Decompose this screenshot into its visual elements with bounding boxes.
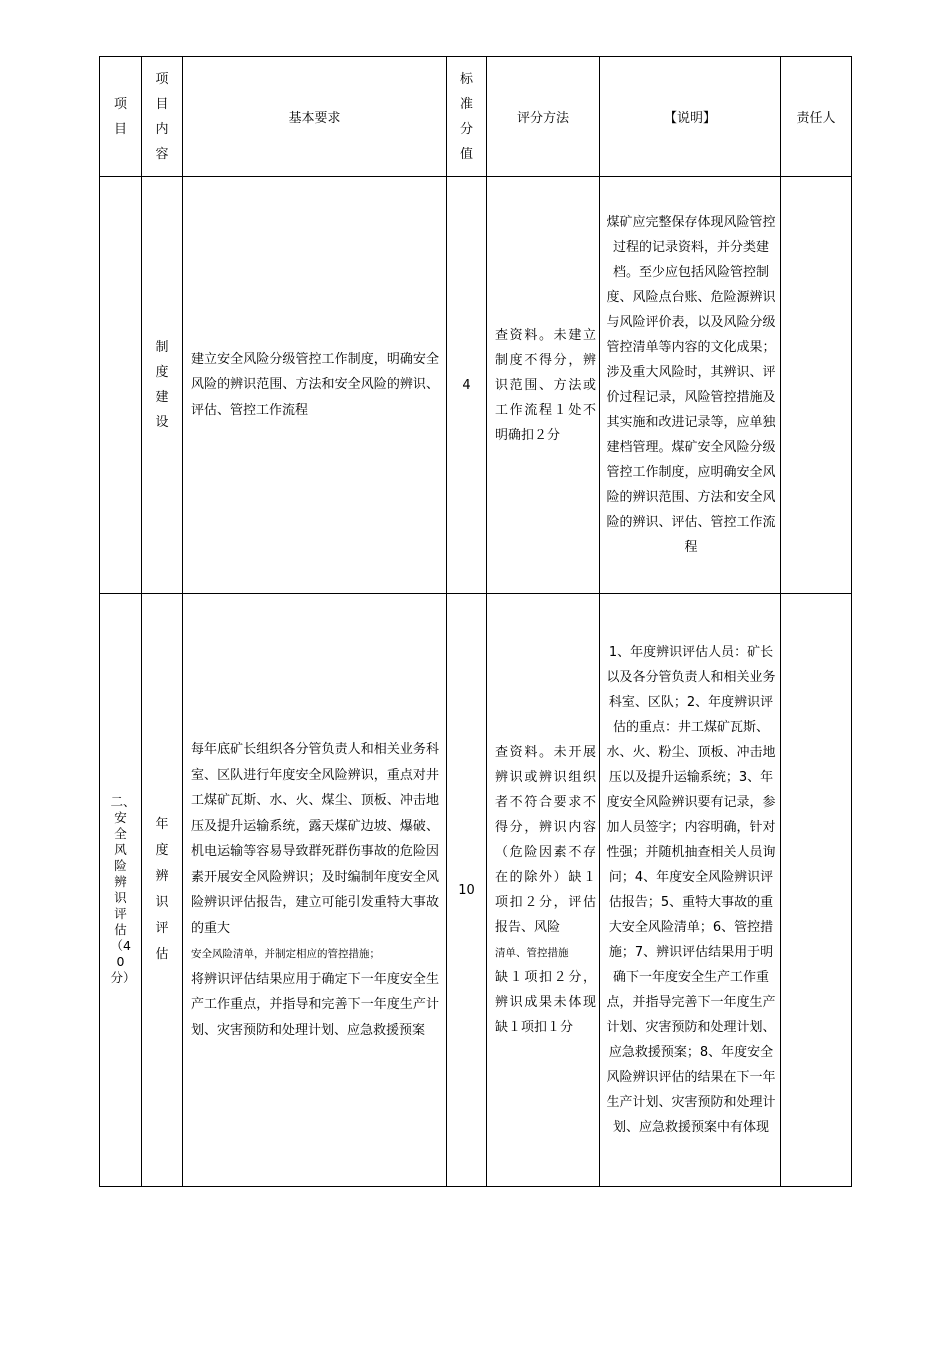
requirements-text-part1: 每年底矿长组织各分管负责人和相关业务科室、区队进行年度安全风险辨识，重点对井工煤矿瓦斯、水、火、煤尘、顶板、冲击地压及提升运输系统，露天煤矿边坡、爆破、机电运输等容易导致群死群伤事故的危险因素开展安全风险辨识；及时编制年度安全风险辨识评估报告，建立可能引发重特大事故的重大: [191, 742, 439, 936]
header-item: 项目: [100, 57, 142, 177]
method-text-part2: 清单、管控措施: [495, 947, 569, 959]
assessment-table: [99, 56, 852, 1187]
header-scoring-method: 评分方法: [487, 57, 600, 177]
cell-explanation: 煤矿应完整保存体现风险管控过程的记录资料，并分类建档。至少应包括风险管控制度、风险点台账、危险源辨识与风险评价表，以及风险分级管控清单等内容的文化成果；涉及重大风险时，其辨识、评价过程记录，风险管控措施及其实施和改进记录等，应单独建档管理。煤矿安全风险分级管控工作制度，应明确安全风险的辨识范围、方法和安全风险的辨识、评估、管控工作流程: [600, 177, 781, 594]
cell-standard-score: 10: [447, 594, 487, 1187]
header-basic-requirements: 基本要求: [183, 57, 447, 177]
cell-responsible: [781, 594, 852, 1187]
cell-basic-requirements: [183, 594, 447, 1187]
requirements-text-part3: 将辨识评估结果应用于确定下一年度安全生产工作重点，并指导和完善下一年度生产计划、灾害预防和处理计划、应急救援预案: [191, 971, 439, 1038]
method-text-part3: 缺１项扣２分，辨识成果未体现缺１项扣１分: [495, 970, 596, 1035]
table-header-row: [100, 57, 852, 177]
header-explanation: 【说明】: [600, 57, 781, 177]
cell-standard-score: 4: [447, 177, 487, 594]
header-item-content: 项目内容: [142, 57, 183, 177]
cell-responsible: [781, 177, 852, 594]
cell-explanation: 1、年度辨识评估人员：矿长以及各分管负责人和相关业务科室、区队；2、年度辨识评估的重点：井工煤矿瓦斯、水、火、粉尘、顶板、冲击地压以及提升运输系统；3、年度安全风险辨识要有记录，参加人员签字；内容明确，针对性强；并随机抽查相关人员询问；4、年度安全风险辨识评估报告；5、重特大事故的重大安全风险清单；6、管控措施；7、辨识评估结果用于明确下一年度安全生产工作重点，并指导完善下一年度生产计划、灾害预防和处理计划、应急救援预案；8、年度安全风险辨识评估的结果在下一年生产计划、灾害预防和处理计划、应急救援预案中有体现: [600, 594, 781, 1187]
cell-item-content: 年度辨识评估: [142, 594, 183, 1187]
cell-scoring-method: [487, 594, 600, 1187]
table-row: [100, 177, 852, 594]
cell-item: 二、安全风险辨识评估（40分）: [100, 594, 142, 1187]
method-text-part1: 查资料。未开展辨识或辨识组织者不符合要求不得分，辨识内容（危险因素不存在的除外）缺１项扣２分，评估报告、风险: [495, 745, 596, 935]
header-responsible: 责任人: [781, 57, 852, 177]
cell-basic-requirements: 建立安全风险分级管控工作制度，明确安全风险的辨识范围、方法和安全风险的辨识、评估、管控工作流程: [183, 177, 447, 594]
table-row: [100, 594, 852, 1187]
cell-item: [100, 177, 142, 594]
cell-scoring-method: 查资料。未建立制度不得分，辨识范围、方法或工作流程１处不明确扣２分: [487, 177, 600, 594]
cell-item-content: 制度建设: [142, 177, 183, 594]
header-standard-score: 标准分值: [447, 57, 487, 177]
requirements-text-part2: 安全风险清单，并制定相应的管控措施；: [191, 948, 380, 960]
